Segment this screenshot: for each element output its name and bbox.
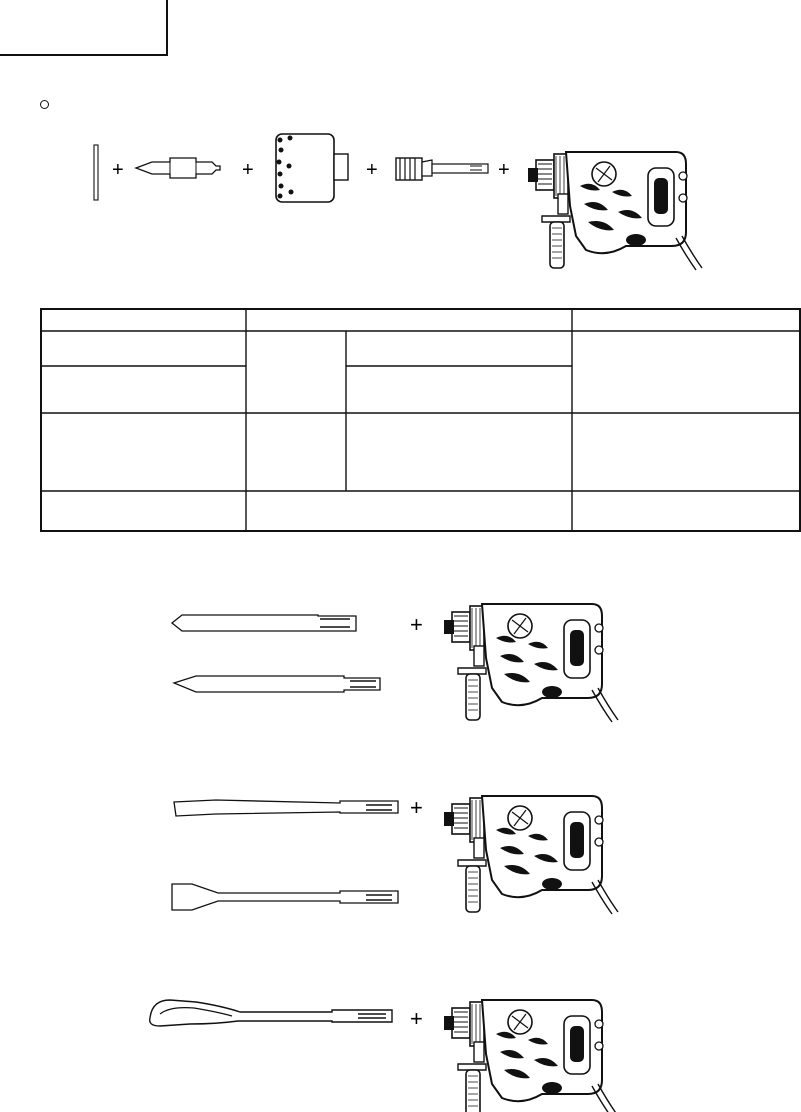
grooving-chisel-icon: [150, 1000, 392, 1026]
rotary-hammer-icon: [444, 1000, 618, 1112]
rotary-hammer-icon: [444, 604, 618, 722]
plus-1: +: [112, 159, 124, 181]
plus-group-1: +: [410, 612, 423, 637]
core-bit-icon: [276, 134, 348, 202]
rotary-hammer-icon: [444, 796, 618, 914]
plus-group-3: +: [410, 1006, 423, 1031]
plus-2: +: [242, 159, 254, 181]
bull-point-long-icon: [172, 615, 356, 631]
guide-plate-icon: [94, 145, 98, 200]
plus-3: +: [366, 159, 378, 181]
plus-group-2: +: [410, 795, 423, 820]
shank-adapter-icon: [396, 158, 488, 180]
center-pin-icon: [136, 158, 220, 178]
spec-table-grid: [41, 309, 800, 531]
bull-point-short-icon: [174, 676, 380, 692]
scoop-chisel-icon: [172, 884, 398, 910]
cold-chisel-icon: [174, 800, 398, 816]
rotary-hammer-icon: [528, 152, 702, 270]
plus-4: +: [498, 159, 510, 181]
